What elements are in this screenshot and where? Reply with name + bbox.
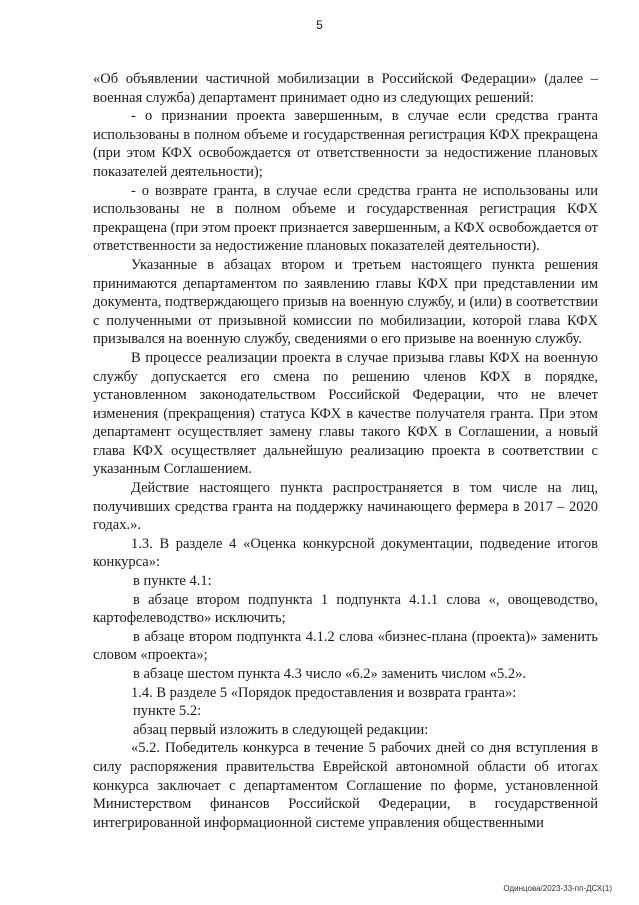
paragraph: в абзаце шестом пункта 4.3 число «6.2» заменить числом «5.2». <box>133 666 527 682</box>
paragraph: 1.3. В разделе 4 «Оценка конкурсной документации, подведение итогов конкурса»: <box>93 535 598 571</box>
document-body <box>93 70 598 832</box>
paragraph: «5.2. Победитель конкурса в течение 5 рабочих дней со дня вступления в силу распоряжения правительства Еврейской автономной области об итогах конкурса заключает с департаментом Соглашение по форме, установленной Министерством финансов Российской Федерации, в государственной интегрированной информационной системе управления общественными <box>93 740 598 831</box>
page-number: 5 <box>316 18 323 32</box>
paragraph: В процессе реализации проекта в случае призыва главы КФХ на военную службу допускается его смена по решению членов КФХ в порядке, установленном законодательством Российской Федерации, что не влечет изменения (прекращения) статуса КФХ в качестве получателя гранта. При этом департамент осуществляет замену главы такого КФХ в Соглашении, а новый глава КФХ осуществляет дальнейшую реализацию проекта в соответствии с указанным Соглашением. <box>93 349 598 478</box>
paragraph: в абзаце втором подпункта 4.1.2 слова «бизнес-плана (проекта)» заменить словом «проекта»; <box>93 628 598 664</box>
paragraph: - о возврате гранта, в случае если средства гранта не использованы или использованы не в полном объеме и государственная регистрация КФХ прекращена (при этом проект признается завершенным, а КФХ освобождается от ответственности за недостижение плановых показателей деятельности). <box>93 182 598 255</box>
paragraph: в абзаце втором подпункта 1 подпункта 4.1.1 слова «, овощеводство, картофелеводство» исключить; <box>93 591 598 627</box>
paragraph: в пункте 4.1: <box>133 573 212 590</box>
paragraph: Указанные в абзацах втором и третьем настоящего пункта решения принимаются департаментом по заявлению главы КФХ при представлении им документа, подтверждающего призыв на военную службу, и (или) в соответствии с полученными от призывной комиссии по мобилизации, которой глава КФХ призывался на военную службу, сведениями о его призыве на военную службу. <box>93 256 598 348</box>
paragraph: пункте 5.2: <box>133 703 202 720</box>
paragraph: Действие настоящего пункта распространяется в том числе на лиц, получивших средства гранта на поддержку начинающего фермера в 2017 – 2020 годах.». <box>93 480 598 534</box>
paragraph: 1.4. В разделе 5 «Порядок предоставления и возврата гранта»: <box>131 684 517 701</box>
paragraph: - о признании проекта завершенным, в случае если средства гранта использованы в полном объеме и государственная регистрация КФХ прекращена (при этом КФХ освобождается от ответственности за недостижение плановых показателей деятельности); <box>93 108 598 180</box>
document-code: Одинцова/2023-33-пп-ДСХ(1) <box>503 884 612 893</box>
paragraph: «Об объявлении частичной мобилизации в Российской Федерации» (далее – военная служба) департамент принимает одно из следующих решений: <box>93 71 598 106</box>
paragraph: абзац первый изложить в следующей редакции: <box>133 721 429 738</box>
